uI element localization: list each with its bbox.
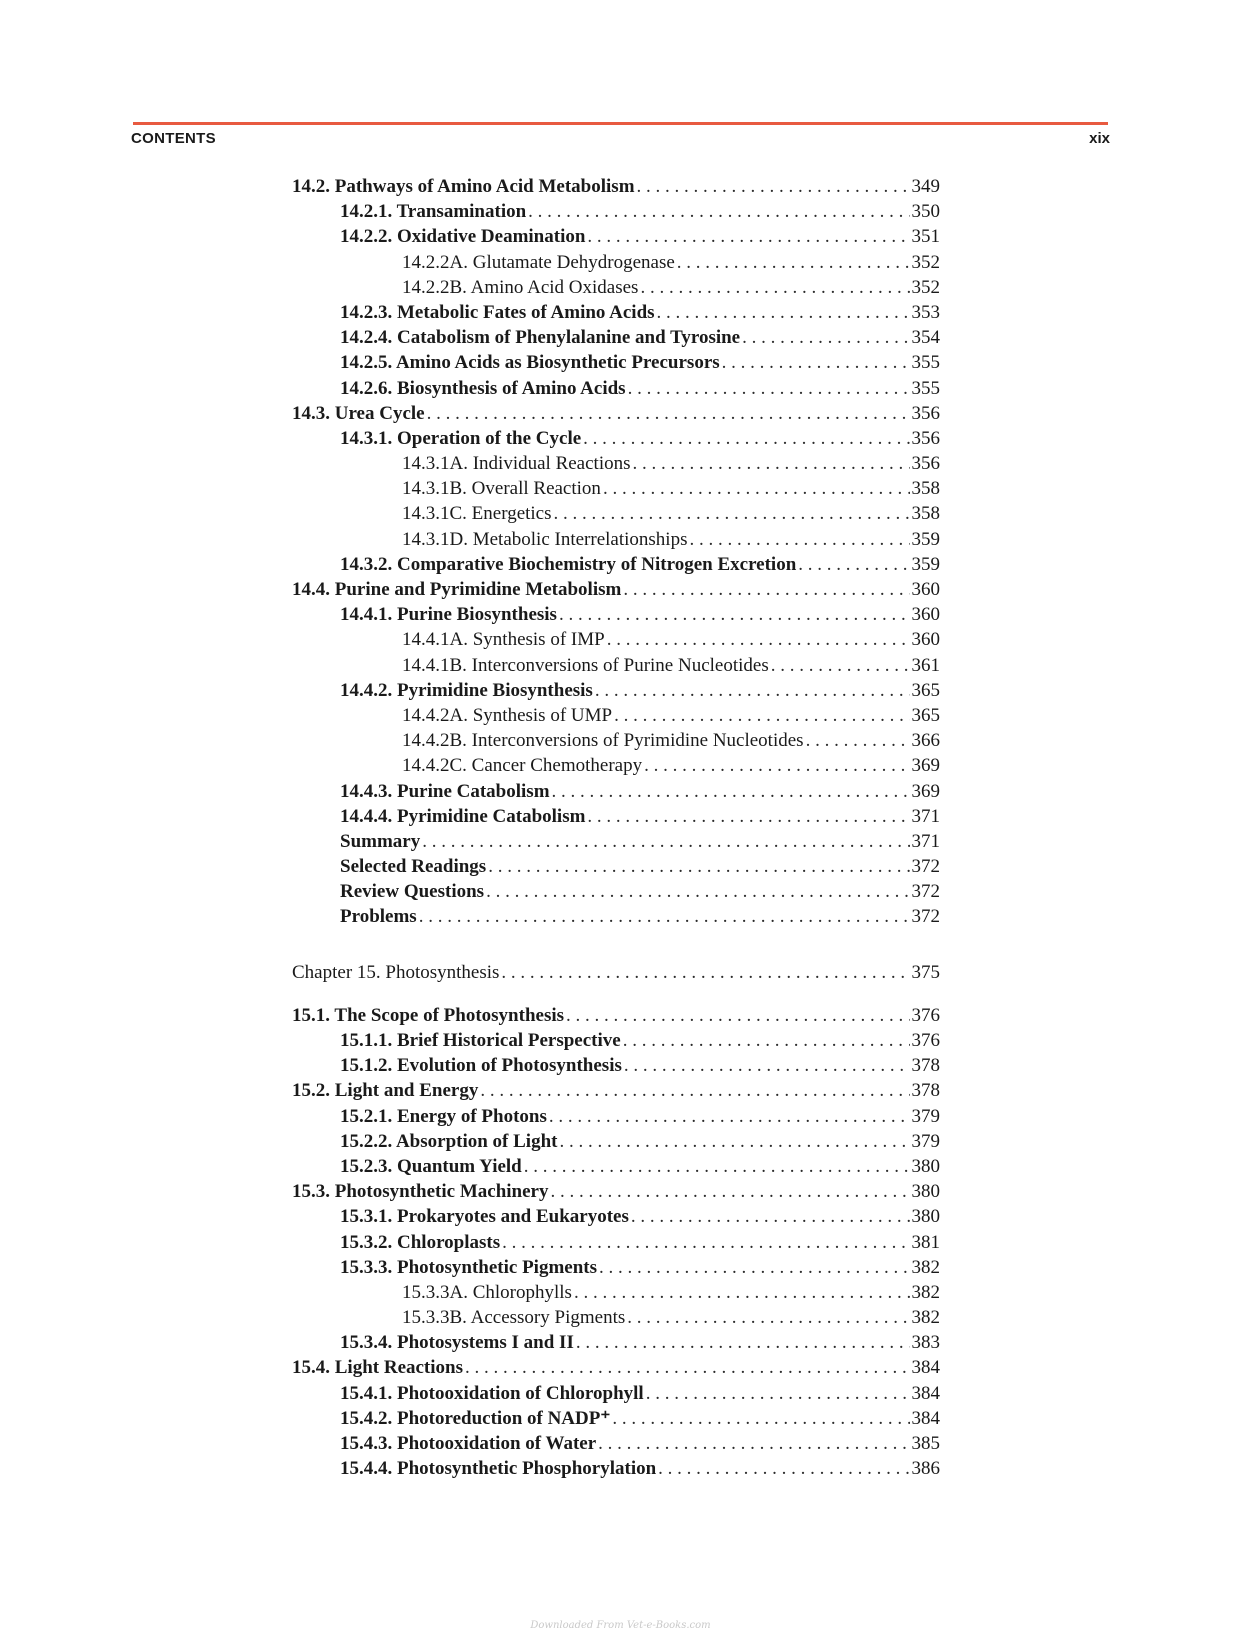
- toc-entry-page: 371: [911, 805, 940, 827]
- dot-leader: [427, 401, 910, 426]
- toc-entry-title: 15.1.1. Brief Historical Perspective: [340, 1030, 621, 1051]
- toc-entry: [292, 451, 940, 476]
- toc-entry: [292, 703, 940, 728]
- toc-entry: [292, 627, 940, 652]
- toc-entry-page: 354: [911, 327, 940, 349]
- toc-entry: [292, 1129, 940, 1154]
- dot-leader: [465, 1355, 910, 1380]
- toc-entry: [292, 1355, 940, 1380]
- toc-entry-page: 372: [911, 856, 940, 878]
- toc-entry-page: 384: [911, 1357, 940, 1379]
- toc-entry: [292, 1204, 940, 1229]
- toc-entry-title: 14.4.1B. Interconversions of Purine Nucleotides: [402, 654, 769, 676]
- toc-chapter-entry: [292, 960, 940, 985]
- toc-entry-page: 372: [911, 906, 940, 928]
- toc-entry: [292, 1028, 940, 1053]
- toc-entry: [292, 577, 940, 602]
- toc-entry-title: 15.2.1. Energy of Photons: [340, 1105, 547, 1127]
- toc-entry-page: 379: [911, 1130, 940, 1152]
- dot-leader: [550, 1179, 909, 1204]
- toc-entry-page: 351: [911, 226, 940, 248]
- page-number: xix: [1089, 130, 1110, 147]
- dot-leader: [576, 1330, 910, 1355]
- toc-entry-page: 385: [911, 1433, 940, 1454]
- dot-leader: [771, 653, 910, 678]
- dot-leader: [528, 199, 909, 224]
- toc-entry: [292, 678, 940, 703]
- toc-entry-page: 358: [911, 478, 940, 500]
- toc-entry: [292, 1179, 940, 1204]
- toc-entry: [292, 779, 940, 804]
- dot-leader: [646, 1381, 910, 1406]
- dot-leader: [614, 703, 909, 728]
- toc-entry-page: 356: [911, 427, 940, 449]
- toc-entry: [292, 1154, 940, 1179]
- toc-entry: [292, 829, 940, 854]
- dot-leader: [627, 1305, 909, 1330]
- toc-entry-title: 14.3.1D. Metabolic Interrelationships: [402, 528, 688, 550]
- toc-entry: [292, 1053, 940, 1078]
- toc-entry-page: 369: [911, 780, 940, 802]
- toc-entry-page: 359: [911, 528, 940, 550]
- toc-entry: [292, 804, 940, 829]
- toc-entry-page: 381: [911, 1231, 940, 1253]
- dot-leader: [607, 627, 910, 652]
- toc-entry-page: 365: [911, 679, 940, 701]
- toc-entry-title: 15.3.3. Photosynthetic Pigments: [340, 1256, 598, 1278]
- toc-entry-title: 14.4.2B. Interconversions of Pyrimidine Nucleotides: [402, 730, 804, 752]
- toc-entry-title: 15.3.4. Photosystems I and II: [340, 1332, 574, 1354]
- toc-entry-title: 14.3.2. Comparative Biochemistry of Nitrogen Excretion: [340, 553, 797, 575]
- toc-entry-title: 15.4.4. Photosynthetic Phosphorylation: [340, 1458, 657, 1480]
- toc-entry: [292, 602, 940, 627]
- toc-entry-page: 379: [911, 1105, 940, 1127]
- dot-leader: [552, 779, 910, 804]
- dot-leader: [742, 325, 909, 350]
- toc-entry: [292, 1431, 940, 1456]
- toc-entry-title: 15.3.2. Chloroplasts: [340, 1231, 501, 1253]
- dot-leader: [574, 1280, 910, 1305]
- toc-entry-title: 15.3.3B. Accessory Pigments: [402, 1307, 626, 1329]
- dot-leader: [419, 904, 910, 929]
- dot-leader: [637, 174, 910, 199]
- dot-leader: [612, 1406, 909, 1431]
- toc-entry-page: 382: [911, 1256, 940, 1278]
- dot-leader: [583, 426, 909, 451]
- toc-entry-title: 14.3. Urea Cycle: [292, 402, 425, 424]
- toc-entry-title: 15.3. Photosynthetic Machinery: [292, 1181, 549, 1203]
- dot-leader: [549, 1104, 910, 1129]
- toc-entry-page: 352: [911, 251, 940, 273]
- toc-entry-title: 15.3.3A. Chlorophylls: [402, 1281, 572, 1303]
- toc-entry: [292, 1078, 940, 1103]
- toc-entry-title: 14.4.2. Pyrimidine Biosynthesis: [340, 679, 593, 701]
- dot-leader: [603, 476, 910, 501]
- toc-entry-title: 14.4.1A. Synthesis of IMP: [402, 629, 605, 651]
- dot-leader: [658, 1456, 909, 1481]
- dot-leader: [631, 1204, 910, 1229]
- toc-entry-title: 14.3.1. Operation of the Cycle: [340, 427, 582, 449]
- toc-entry-title: 14.4.2A. Synthesis of UMP: [402, 704, 613, 726]
- toc-entry-title: 15.2. Light and Energy: [292, 1080, 479, 1102]
- chapter-spacer: [292, 930, 940, 960]
- toc-entry-title: 14.4.4. Pyrimidine Catabolism: [340, 805, 586, 827]
- toc-entry: [292, 174, 940, 199]
- toc-entry-page: 383: [911, 1332, 940, 1354]
- toc-entry-title: 15.2.2. Absorption of Light: [340, 1130, 558, 1152]
- toc-entry: [292, 904, 940, 929]
- dot-leader: [644, 753, 909, 778]
- dot-leader: [623, 1028, 910, 1053]
- toc-entry: [292, 376, 940, 401]
- toc-entry-title: 15.4.1. Photooxidation of Chlorophyll: [340, 1382, 644, 1404]
- toc-entry-title: 14.4.3. Purine Catabolism: [340, 780, 550, 802]
- toc-entry-page: 384: [911, 1407, 940, 1429]
- toc-entry-page: 378: [911, 1080, 940, 1102]
- toc-entry-title: 14.4.1. Purine Biosynthesis: [340, 604, 557, 626]
- toc-entry-page: 358: [911, 503, 940, 525]
- toc-entry-title: 14.3.1B. Overall Reaction: [402, 478, 601, 500]
- toc-entry-title: 15.2.3. Quantum Yield: [340, 1155, 522, 1177]
- toc-entry: [292, 300, 940, 325]
- toc-entry-page: 369: [911, 755, 940, 777]
- toc-entry: [292, 1230, 940, 1255]
- dot-leader: [624, 1053, 910, 1078]
- toc-entry-page: 386: [911, 1458, 940, 1480]
- toc-entry-title: Selected Readings: [340, 856, 487, 878]
- toc-entry-title: 14.2.4. Catabolism of Phenylalanine and Tyrosine: [340, 327, 741, 349]
- toc-entry-title: Problems: [340, 906, 417, 928]
- table-of-contents: [292, 174, 940, 1481]
- toc-entry: [292, 653, 940, 678]
- chapter-spacer: [292, 985, 940, 1003]
- toc-entry-title: 15.4. Light Reactions: [292, 1357, 463, 1379]
- toc-entry: [292, 401, 940, 426]
- toc-entry: [292, 1003, 940, 1028]
- toc-entry-title: 15.4.2. Photoreduction of NADP⁺: [340, 1407, 611, 1429]
- dot-leader: [486, 879, 909, 904]
- toc-entry-page: 376: [911, 1004, 940, 1026]
- toc-entry-page: 372: [911, 881, 940, 903]
- toc-entry: [292, 1381, 940, 1406]
- toc-entry-page: 380: [911, 1181, 940, 1203]
- toc-entry-title: Summary: [340, 830, 421, 852]
- dot-leader: [628, 376, 910, 401]
- toc-entry-page: 360: [911, 604, 940, 626]
- dot-leader: [559, 602, 910, 627]
- toc-entry: [292, 224, 940, 249]
- toc-entry: [292, 325, 940, 350]
- toc-entry-title: 14.2.3. Metabolic Fates of Amino Acids: [340, 301, 655, 323]
- toc-entry: [292, 1456, 940, 1481]
- toc-entry: [292, 350, 940, 375]
- dot-leader: [566, 1003, 909, 1028]
- dot-leader: [501, 960, 909, 985]
- toc-entry-page: 353: [911, 301, 940, 323]
- dot-leader: [657, 300, 910, 325]
- toc-entry: [292, 275, 940, 300]
- toc-entry-page: 360: [911, 629, 940, 651]
- dot-leader: [633, 451, 910, 476]
- toc-entry-title: 15.1.2. Evolution of Photosynthesis: [340, 1055, 622, 1077]
- toc-entry-page: 382: [911, 1307, 940, 1329]
- toc-entry-title: 14.4.2C. Cancer Chemotherapy: [402, 755, 643, 777]
- toc-entry-title: 14.3.1A. Individual Reactions: [402, 453, 631, 475]
- dot-leader: [722, 350, 910, 375]
- toc-entry-title: 14.2.2A. Glutamate Dehydrogenase: [402, 251, 675, 273]
- toc-entry-page: 380: [911, 1155, 940, 1177]
- toc-entry: [292, 1104, 940, 1129]
- dot-leader: [422, 829, 909, 854]
- toc-entry: [292, 1280, 940, 1305]
- toc-entry: [292, 1406, 940, 1431]
- dot-leader: [480, 1078, 909, 1103]
- dot-leader: [587, 804, 909, 829]
- watermark: Downloaded From Vet-e-Books.com: [530, 1620, 711, 1631]
- dot-leader: [488, 854, 909, 879]
- toc-entry-page: 356: [911, 453, 940, 475]
- toc-entry-page: 350: [911, 201, 940, 223]
- dot-leader: [798, 552, 909, 577]
- toc-entry: [292, 1330, 940, 1355]
- header-rule: [133, 122, 1108, 125]
- toc-entry-title: 15.1. The Scope of Photosynthesis: [292, 1004, 565, 1026]
- toc-entry-page: 352: [911, 276, 940, 298]
- dot-leader: [559, 1129, 909, 1154]
- toc-entry: [292, 879, 940, 904]
- toc-entry: [292, 527, 940, 552]
- toc-entry-page: 355: [911, 377, 940, 399]
- dot-leader: [587, 224, 909, 249]
- toc-entry: [292, 1305, 940, 1330]
- toc-entry: [292, 753, 940, 778]
- dot-leader: [595, 678, 910, 703]
- toc-entry-page: 382: [911, 1281, 940, 1303]
- toc-entry-title: 14.4. Purine and Pyrimidine Metabolism: [292, 579, 622, 600]
- toc-entry-page: 376: [911, 1030, 940, 1051]
- toc-entry: [292, 426, 940, 451]
- dot-leader: [502, 1230, 909, 1255]
- toc-entry-page: 365: [911, 704, 940, 726]
- toc-entry-title: 14.2.6. Biosynthesis of Amino Acids: [340, 377, 626, 399]
- toc-entry-page: 366: [911, 730, 940, 752]
- toc-entry: [292, 199, 940, 224]
- dot-leader: [598, 1431, 909, 1456]
- toc-entry-page: 375: [911, 961, 940, 983]
- dot-leader: [599, 1255, 909, 1280]
- toc-entry-page: 360: [911, 579, 940, 600]
- toc-entry-page: 371: [911, 830, 940, 852]
- toc-entry-page: 378: [911, 1055, 940, 1077]
- toc-entry-title: 14.2.2. Oxidative Deamination: [340, 226, 586, 248]
- toc-entry-title: Chapter 15. Photosynthesis: [292, 961, 500, 983]
- toc-entry-page: 349: [911, 176, 940, 197]
- toc-entry: [292, 552, 940, 577]
- dot-leader: [677, 250, 910, 275]
- dot-leader: [524, 1154, 910, 1179]
- toc-entry: [292, 250, 940, 275]
- toc-entry-page: 384: [911, 1382, 940, 1404]
- toc-entry-page: 355: [911, 352, 940, 374]
- dot-leader: [554, 501, 910, 526]
- dot-leader: [689, 527, 909, 552]
- dot-leader: [640, 275, 909, 300]
- toc-entry: [292, 728, 940, 753]
- toc-entry: [292, 501, 940, 526]
- toc-entry-title: 15.3.1. Prokaryotes and Eukaryotes: [340, 1206, 629, 1228]
- dot-leader: [806, 728, 910, 753]
- toc-entry-page: 380: [911, 1206, 940, 1228]
- toc-entry-title: 14.2.1. Transamination: [340, 201, 527, 223]
- toc-entry: [292, 476, 940, 501]
- toc-entry-title: 15.4.3. Photooxidation of Water: [340, 1433, 597, 1454]
- toc-entry-title: 14.2. Pathways of Amino Acid Metabolism: [292, 176, 635, 197]
- toc-entry-title: 14.2.5. Amino Acids as Biosynthetic Precursors: [340, 352, 720, 374]
- toc-entry-title: Review Questions: [340, 881, 485, 903]
- toc-entry: [292, 1255, 940, 1280]
- dot-leader: [623, 577, 909, 602]
- toc-entry-title: 14.2.2B. Amino Acid Oxidases: [402, 276, 639, 298]
- toc-entry-page: 356: [911, 402, 940, 424]
- toc-entry-page: 359: [911, 553, 940, 575]
- toc-entry: [292, 854, 940, 879]
- toc-entry-page: 361: [911, 654, 940, 676]
- toc-entry-title: 14.3.1C. Energetics: [402, 503, 552, 525]
- running-header-title: CONTENTS: [131, 130, 216, 147]
